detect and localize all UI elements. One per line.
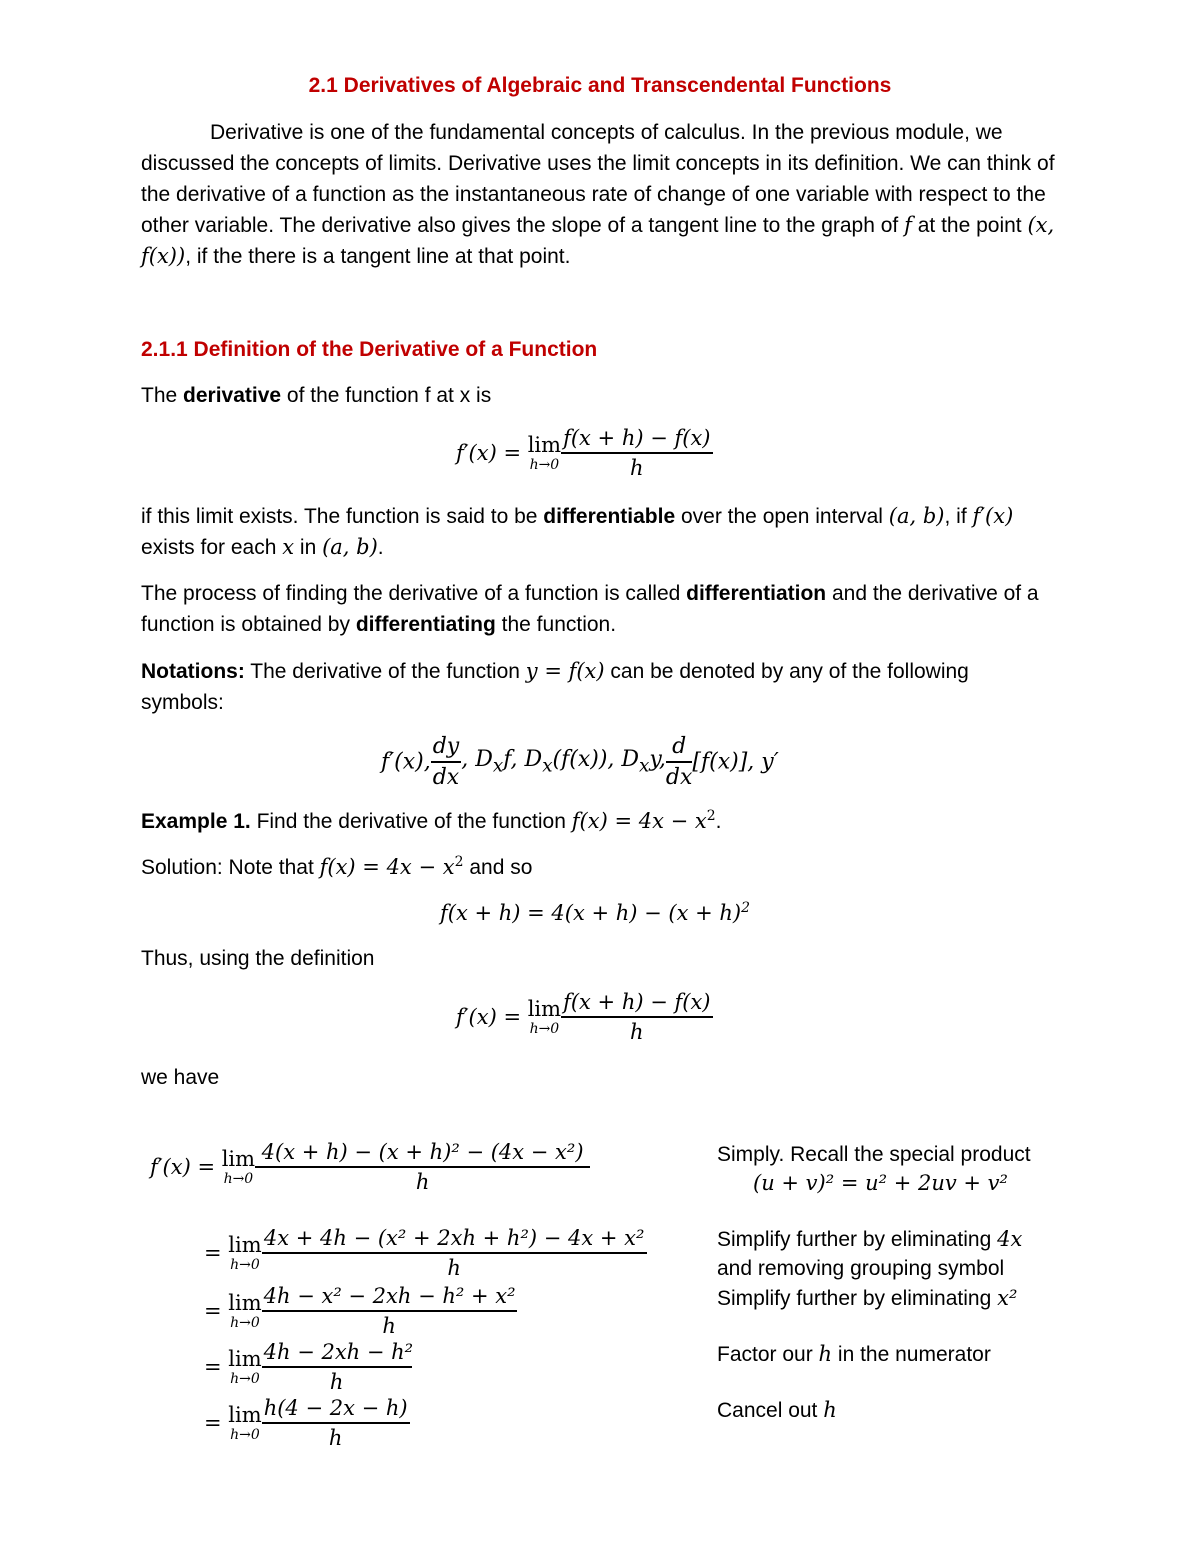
intro-at: at the point: [911, 214, 1028, 237]
step-lim: lim: [221, 1146, 256, 1171]
symbol-s3: (f(x)), D: [552, 747, 640, 773]
fxh-exp: 2: [741, 900, 751, 916]
note-text: Factor our: [717, 1343, 819, 1366]
step-numerator: h(4 − 2x − h): [263, 1396, 408, 1420]
thus-line: Thus, using the definition: [141, 947, 375, 970]
symbol-dy: dy: [432, 734, 460, 759]
solution-text: Solution: Note that: [141, 856, 320, 879]
step-numerator: 4h − 2xh − h²: [263, 1340, 414, 1364]
formula-denominator: h: [630, 1020, 644, 1044]
step-numerator: 4(x + h) − (x + h)² − (4x − x²): [261, 1140, 584, 1164]
fxh-equation: [440, 900, 750, 925]
note-text: Simplify further by eliminating: [717, 1228, 998, 1251]
diff-pre: if this limit exists. The function is said to be: [141, 505, 544, 528]
step-lim: lim: [228, 1402, 262, 1427]
process-bold2: differentiating: [355, 613, 496, 636]
formula-lhs: f′(x) =: [456, 441, 528, 465]
process-pre: The process of finding the derivative of a function is called: [141, 582, 687, 605]
note-eliminate-4x: [717, 1225, 1022, 1283]
step-prefix: f′(x) =: [150, 1155, 222, 1179]
symbol-dx: dx: [432, 765, 460, 790]
symbol-s3-sub: x: [542, 755, 553, 777]
step-lim-sub: h→0: [230, 1426, 260, 1443]
note-text: Cancel out: [717, 1399, 824, 1422]
symbol-s2-sub: x: [492, 755, 504, 777]
step-numerator: 4x + 4h − (x² + 2xh + h²) − 4x + x²: [263, 1226, 645, 1250]
diff-x: x: [282, 535, 295, 559]
definition-line: [141, 384, 491, 408]
notations-bold: Notations:: [141, 660, 245, 683]
fraction-bar: [431, 761, 462, 763]
symbol-s2: , D: [461, 747, 493, 773]
formula-lim: lim: [527, 996, 562, 1021]
example-text: Find the derivative of the function: [250, 810, 572, 833]
definition-formula-repeat: [456, 990, 713, 1044]
step-numerator: 4h − x² − 2xh − h² + x²: [263, 1284, 516, 1308]
note-cancel-h: [717, 1396, 837, 1425]
diff-line2-mid: in: [294, 536, 323, 559]
example-eq: f(x) = 4x − x: [571, 809, 707, 833]
note-text: in the numerator: [832, 1343, 991, 1366]
fraction-bar: [666, 761, 693, 763]
notations-text: The derivative of the function: [244, 660, 526, 683]
step-lim: lim: [228, 1290, 262, 1315]
formula-lim-sub: h→0: [529, 456, 560, 473]
diff-line2-pre: exists for each: [141, 536, 283, 559]
step-lim: lim: [228, 1232, 262, 1257]
step-lim-sub: h→0: [230, 1256, 260, 1273]
diff-bold: differentiable: [543, 505, 676, 528]
diff-fprime: f′(x): [972, 504, 1014, 528]
diff-interval2: (a, b): [322, 535, 378, 559]
step-row: [204, 1340, 412, 1394]
symbol-d: d: [672, 734, 687, 759]
formula-numerator: f(x + h) − f(x): [563, 990, 711, 1014]
note-math: h: [823, 1398, 837, 1422]
definition-post: of the function f at x is: [281, 384, 492, 407]
solution-end: and so: [463, 856, 533, 879]
note-math: h: [818, 1342, 833, 1366]
note-eliminate-x2: [717, 1284, 1017, 1313]
intro-end: , if the there is a tangent line at that point.: [185, 245, 571, 268]
fraction-bar: [262, 1366, 412, 1368]
section-title: 2.1 Derivatives of Algebraic and Transcendental Functions: [308, 74, 892, 97]
diff-mid: over the open interval: [675, 505, 889, 528]
step-denominator: h: [329, 1370, 344, 1394]
fraction-bar: [262, 1252, 647, 1254]
we-have-line: we have: [141, 1066, 220, 1089]
note-text: Simply. Recall the special product: [717, 1143, 1031, 1166]
fraction-bar: [262, 1422, 410, 1424]
formula-lhs: f′(x) =: [456, 1005, 528, 1029]
notations-eq: y = f(x): [525, 659, 605, 683]
example-bold: Example 1.: [141, 810, 251, 833]
step-lim-sub: h→0: [230, 1370, 260, 1387]
example-exp: 2: [706, 808, 716, 824]
note-formula: (u + v)² = u² + 2uv + v²: [753, 1171, 1008, 1195]
notation-symbols: [381, 734, 779, 790]
diff-interval: (a, b): [888, 504, 945, 528]
diff-mid2: , if: [944, 505, 973, 528]
symbol-s2b: f, D: [503, 747, 543, 773]
symbol-dx2: dx: [665, 765, 693, 790]
process-mid: and the derivative of a function is obtained by: [141, 582, 1039, 636]
step-denominator: h: [447, 1256, 461, 1280]
step-lim-sub: h→0: [230, 1314, 260, 1331]
notations-paragraph: [141, 656, 1056, 718]
solution-exp: 2: [454, 854, 464, 870]
symbol-s5: [f(x)], y′: [692, 749, 779, 775]
fraction-bar: [262, 1310, 517, 1312]
step-denominator: h: [328, 1426, 343, 1450]
process-post: the function.: [495, 613, 617, 636]
step-prefix: =: [204, 1411, 229, 1435]
note-text: and removing grouping symbol: [717, 1257, 1005, 1280]
solution-line: [141, 854, 532, 880]
solution-eq: f(x) = 4x − x: [319, 855, 455, 879]
note-math: x²: [997, 1286, 1018, 1310]
differentiable-paragraph: [141, 501, 1056, 563]
step-lim: lim: [228, 1346, 262, 1371]
step-prefix: =: [204, 1355, 229, 1379]
fraction-bar: [561, 1016, 712, 1018]
diff-line2-end: .: [377, 536, 384, 559]
step-row: [204, 1396, 410, 1450]
step-row: [204, 1226, 647, 1280]
step-denominator: h: [415, 1170, 430, 1194]
step-prefix: =: [204, 1299, 229, 1323]
note-text: Simplify further by eliminating: [717, 1287, 998, 1310]
step-prefix: =: [204, 1241, 229, 1265]
subsection-title: 2.1.1 Definition of the Derivative of a Function: [141, 338, 598, 361]
fxh-eq: f(x + h) = 4(x + h) − (x + h): [440, 901, 742, 925]
step-denominator: h: [382, 1314, 396, 1338]
formula-denominator: h: [630, 456, 644, 480]
note-math: 4x: [997, 1227, 1023, 1251]
symbol-s4: y,: [649, 747, 666, 773]
step-row: [204, 1284, 517, 1338]
formula-lim: lim: [527, 432, 562, 457]
formula-lim-sub: h→0: [529, 1020, 560, 1037]
example-line: [141, 808, 721, 834]
fraction-bar: [255, 1166, 590, 1168]
note-special-product: [717, 1140, 1031, 1198]
example-end: .: [715, 810, 722, 833]
process-bold1: differentiation: [686, 582, 827, 605]
intro-paragraph: [141, 117, 1056, 272]
notations-text2: can be denoted by any of the following symbols:: [141, 660, 969, 714]
symbol-fprime: f′(x),: [381, 749, 431, 775]
step-lim-sub: h→0: [223, 1170, 254, 1187]
definition-bold: derivative: [183, 384, 282, 407]
fraction-bar: [561, 452, 712, 454]
definition-formula: [456, 426, 713, 480]
symbol-s4-sub: x: [639, 755, 650, 777]
definition-pre: The: [141, 384, 184, 407]
process-paragraph: [141, 578, 1056, 640]
step-row: [150, 1140, 590, 1194]
intro-point: (x, f(x)): [141, 213, 1055, 268]
intro-f: f: [904, 213, 912, 237]
intro-text: Derivative is one of the fundamental concepts of calculus. In the previous module, we discussed the concepts of limits. Derivative uses the limit concepts in its definition. We can think of the derivative of a function as the instantaneous rate of change of one variable with respect to the other variable. The derivative also gives the slope of a tangent line to the graph of: [141, 121, 1055, 237]
formula-numerator: f(x + h) − f(x): [563, 426, 711, 450]
note-factor-h: [717, 1340, 991, 1369]
